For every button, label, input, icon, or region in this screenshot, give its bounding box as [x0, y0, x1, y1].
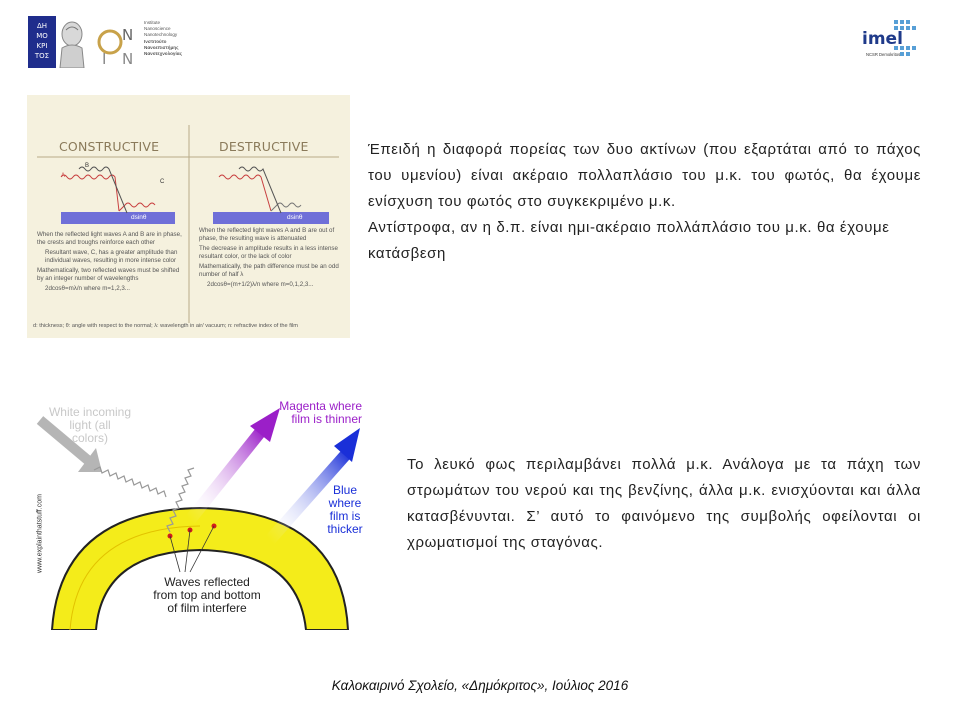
label-line: colors)	[71, 431, 108, 445]
label-line: film is	[329, 509, 361, 523]
label-line: Magenta where	[279, 399, 362, 413]
note: 2dcosθ=mλ/n where m=1,2,3...	[45, 285, 130, 292]
svg-text:N: N	[122, 26, 134, 44]
note: When the reflected light waves A and B are out of phase, the resulting wave is attenuated	[199, 227, 335, 242]
constructive-title: CONSTRUCTIVE	[59, 139, 160, 154]
diagram-footnote: d: thickness; θ: angle with respect to the normal; λ: wavelength in air/ vacuum; n: refractive index of the film	[33, 323, 298, 329]
destructive-title: DESTRUCTIVE	[219, 139, 309, 154]
label-line: light (all	[69, 418, 111, 432]
label-line: from top and bottom	[153, 588, 261, 602]
incoming-light-label	[34, 406, 146, 445]
cnin-line: Ινστιτούτο	[144, 38, 167, 44]
watermark-text: www.explainthatstuff.com	[36, 494, 44, 573]
cnin-logo	[96, 18, 206, 68]
label-line: film is thinner	[291, 412, 362, 426]
blue-label	[322, 484, 368, 536]
cnin-line: Νανοτεχνολογίας	[144, 51, 182, 57]
label-line: White incoming	[48, 405, 132, 419]
destructive-notes	[199, 227, 341, 291]
wave-label-b: B	[85, 163, 90, 169]
svg-text:ΤΟΣ: ΤΟΣ	[34, 52, 50, 60]
dsin-label-right: dsinθ	[287, 214, 303, 221]
svg-text:ΚΡΙ: ΚΡΙ	[36, 42, 48, 50]
note: Mathematically, the path difference must be an odd number of half λ	[199, 263, 339, 278]
label-line: thicker	[327, 522, 363, 536]
wave-label-a: A	[61, 173, 66, 179]
cnin-line: Νανοεπιστήμης	[144, 44, 179, 50]
svg-text:NCSR Demokritos: NCSR Demokritos	[866, 52, 901, 57]
svg-text:ΜΟ: ΜΟ	[36, 32, 48, 40]
soap-film-diagram	[30, 390, 368, 630]
svg-text:N: N	[122, 50, 134, 68]
cnin-line: Nanoscience	[144, 26, 171, 32]
paragraph-text: Έπειδή η διαφορά πορείας των δυο ακτίνων (που εξαρτάται από το πάχος του υμενίου) είναι ακέραιο πολλαπλάσιο του μ.κ. του φωτός, θα έχουμε ενίσχυση του φωτός στο συγκεκριμένο μ.κ.	[368, 141, 921, 210]
label-line: of film interfere	[167, 601, 247, 615]
demokritos-logo	[28, 16, 56, 68]
note: When the reflected light waves A and B are in phase, the crests and troughs reinforce each other	[37, 231, 182, 246]
paragraph-reinforcement	[368, 137, 921, 267]
footer-caption: Καλοκαιρινό Σχολείο, «Δημόκριτος», Ιούλιος 2016	[331, 678, 629, 693]
paragraph-white-light: Το λευκό φως περιλαμβάνει πολλά μ.κ. Ανάλογα με τα πάχη των στρωμάτων του νερού και της βενζίνης, άλλα μ.κ. ενισχύονται και άλλα κατασβένυνται. Σ’ αυτό το φαινόμενο της συμβολής οφείλονται οι χρωματισμοί της σταγόνας.	[407, 456, 921, 551]
svg-text:I: I	[102, 50, 107, 68]
demokritos-bust-image	[58, 18, 86, 68]
svg-text:ΔΗ: ΔΗ	[36, 22, 48, 30]
waves-reflected-label	[138, 576, 276, 615]
label-line: Blue	[332, 483, 358, 497]
imel-logo	[858, 16, 924, 64]
note: Resultant wave, C, has a greater amplitude than individual waves, resulting in more intense color	[45, 249, 178, 264]
paragraph-text: Αντίστροφα, αν η δ.π. είναι ημι-ακέραιο πολλάπλάσιο του μ.κ. θα έχουμε κατάσβεση	[368, 219, 890, 262]
label-line: where	[328, 496, 362, 510]
interference-diagram	[27, 95, 350, 338]
dsin-label-left: dsinθ	[131, 214, 147, 221]
wave-label-c: C	[160, 179, 165, 185]
note: 2dcosθ=(m+1/2)λ/n where m=0,1,2,3...	[207, 281, 314, 288]
cnin-line: Nanotechnology	[144, 32, 178, 38]
note: The decrease in amplitude results in a less intense resultant color, or the lack of color	[199, 245, 338, 260]
cnin-line: Institute	[144, 20, 161, 25]
label-line: Waves reflected	[164, 575, 250, 589]
svg-text:imel: imel	[862, 29, 903, 49]
magenta-label	[256, 400, 362, 426]
note: Mathematically, two reflected waves must be shifted by an integer number of wavelengths	[37, 267, 180, 282]
constructive-notes	[37, 231, 183, 295]
